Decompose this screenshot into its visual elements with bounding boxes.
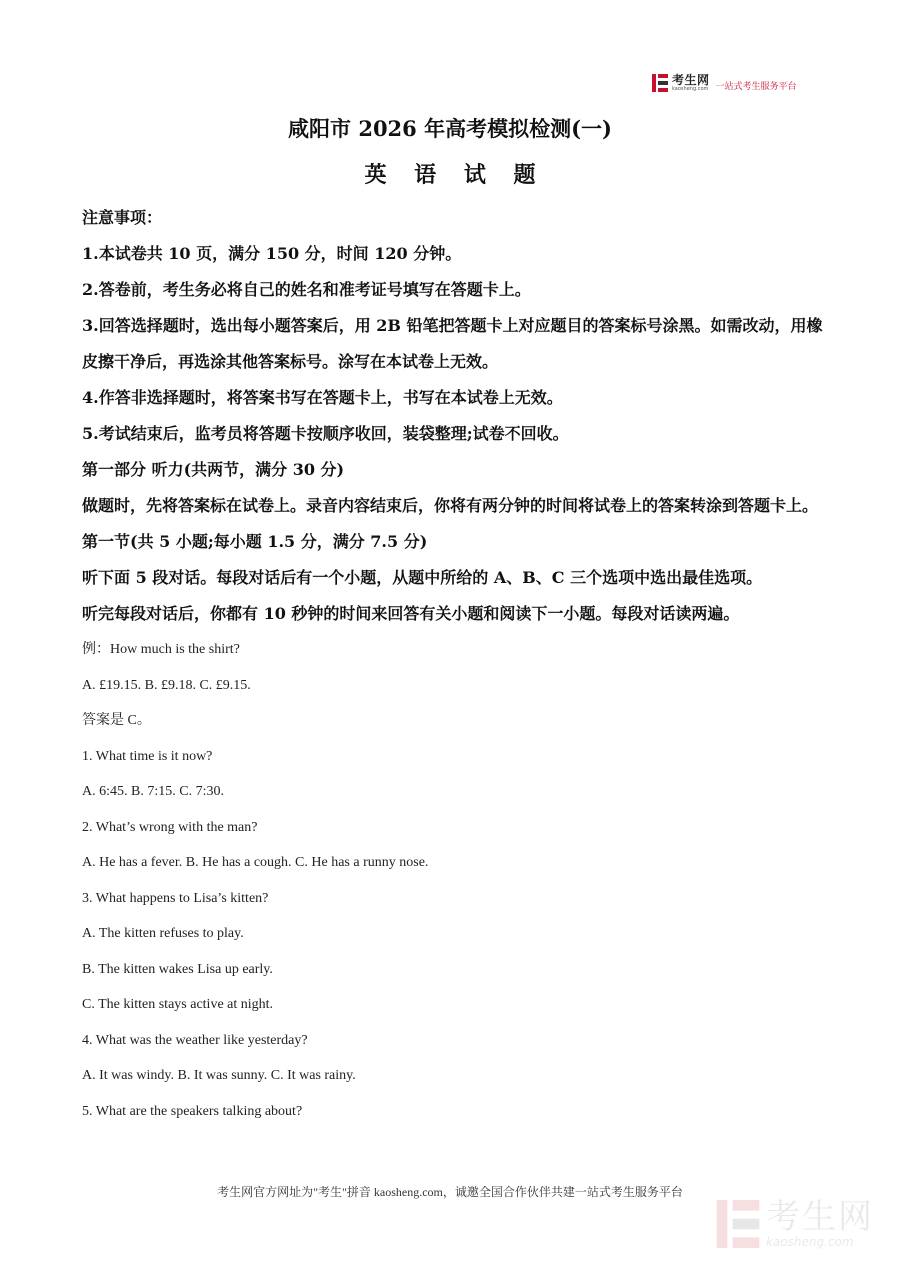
kaosheng-logo-icon xyxy=(652,74,668,92)
watermark xyxy=(716,1197,874,1249)
notice-item: 4.作答非选择题时，将答案书写在答题卡上，书写在本试卷上无效。 xyxy=(82,388,563,407)
question-2: 2. What’s wrong with the man? xyxy=(82,819,258,835)
notice-item: 1.本试卷共 10 页，满分 150 分，时间 120 分钟。 xyxy=(82,244,462,263)
watermark-domain: kaosheng.com xyxy=(766,1235,854,1249)
section1-heading: 第一节(共 5 小题;每小题 1.5 分，满分 7.5 分) xyxy=(82,532,428,551)
example-question: 例：How much is the shirt? xyxy=(82,642,240,657)
notice-item: 5.考试结束后，监考员将答题卡按顺序收回，装袋整理;试卷不回收。 xyxy=(82,424,569,443)
header-logo xyxy=(652,74,797,92)
question-2-options: A. He has a fever. B. He has a cough. C. He has a runny nose. xyxy=(82,855,429,870)
watermark-name: 考生网 xyxy=(766,1197,874,1237)
question-4: 4. What was the weather like yesterday? xyxy=(82,1032,308,1048)
example-answer: 答案是 C。 xyxy=(82,713,151,728)
notice-heading: 注意事项： xyxy=(82,208,163,227)
logo-slogan: 一站式考生服务平台 xyxy=(715,81,797,92)
logo-domain: kaosheng.com xyxy=(672,86,709,92)
question-3-option-a: A. The kitten refuses to play. xyxy=(82,926,244,941)
notice-item: 2.答卷前，考生务必将自己的姓名和准考证号填写在答题卡上。 xyxy=(82,280,531,299)
part1-heading: 第一部分 听力(共两节，满分 30 分) xyxy=(82,460,345,479)
page-subtitle: 英 语 试 题 xyxy=(364,162,546,188)
example-options: A. £19.15. B. £9.18. C. £9.15. xyxy=(82,677,251,693)
kaosheng-watermark-icon xyxy=(716,1200,760,1248)
question-3: 3. What happens to Lisa’s kitten? xyxy=(82,890,269,906)
section1-instruction: 听下面 5 段对话。每段对话后有一个小题，从题中所给的 A、B、C 三个选项中选出最佳选项。 xyxy=(82,568,763,587)
footer-text: 考生网官方网址为"考生"拼音 kaosheng.com，诚邀全国合作伙伴共建一站式考生服务平台 xyxy=(217,1185,683,1199)
page-title: 咸阳市 2026 年高考模拟检测(一) xyxy=(288,116,612,141)
question-3-option-b: B. The kitten wakes Lisa up early. xyxy=(82,961,273,977)
section1-instruction: 听完每段对话后，你都有 10 秒钟的时间来回答有关小题和阅读下一小题。每段对话读两遍。 xyxy=(82,604,740,623)
question-3-option-c: C. The kitten stays active at night. xyxy=(82,997,274,1012)
question-1-options: A. 6:45. B. 7:15. C. 7:30. xyxy=(82,784,224,799)
document-body xyxy=(82,200,827,1129)
part1-instruction: 做题时，先将答案标在试卷上。录音内容结束后，你将有两分钟的时间将试卷上的答案转涂到答题卡上。 xyxy=(82,496,819,515)
logo-name: 考生网 xyxy=(672,73,710,87)
question-4-options: A. It was windy. B. It was sunny. C. It was rainy. xyxy=(82,1068,356,1083)
notice-item: 3.回答选择题时，选出每小题答案后，用 2B 铅笔把答题卡上对应题目的答案标号涂黑。如需改动，用橡皮擦干净后，再选涂其他答案标号。涂写在本试卷上无效。 xyxy=(82,316,823,371)
question-5: 5. What are the speakers talking about? xyxy=(82,1103,303,1119)
question-1: 1. What time is it now? xyxy=(82,748,213,764)
